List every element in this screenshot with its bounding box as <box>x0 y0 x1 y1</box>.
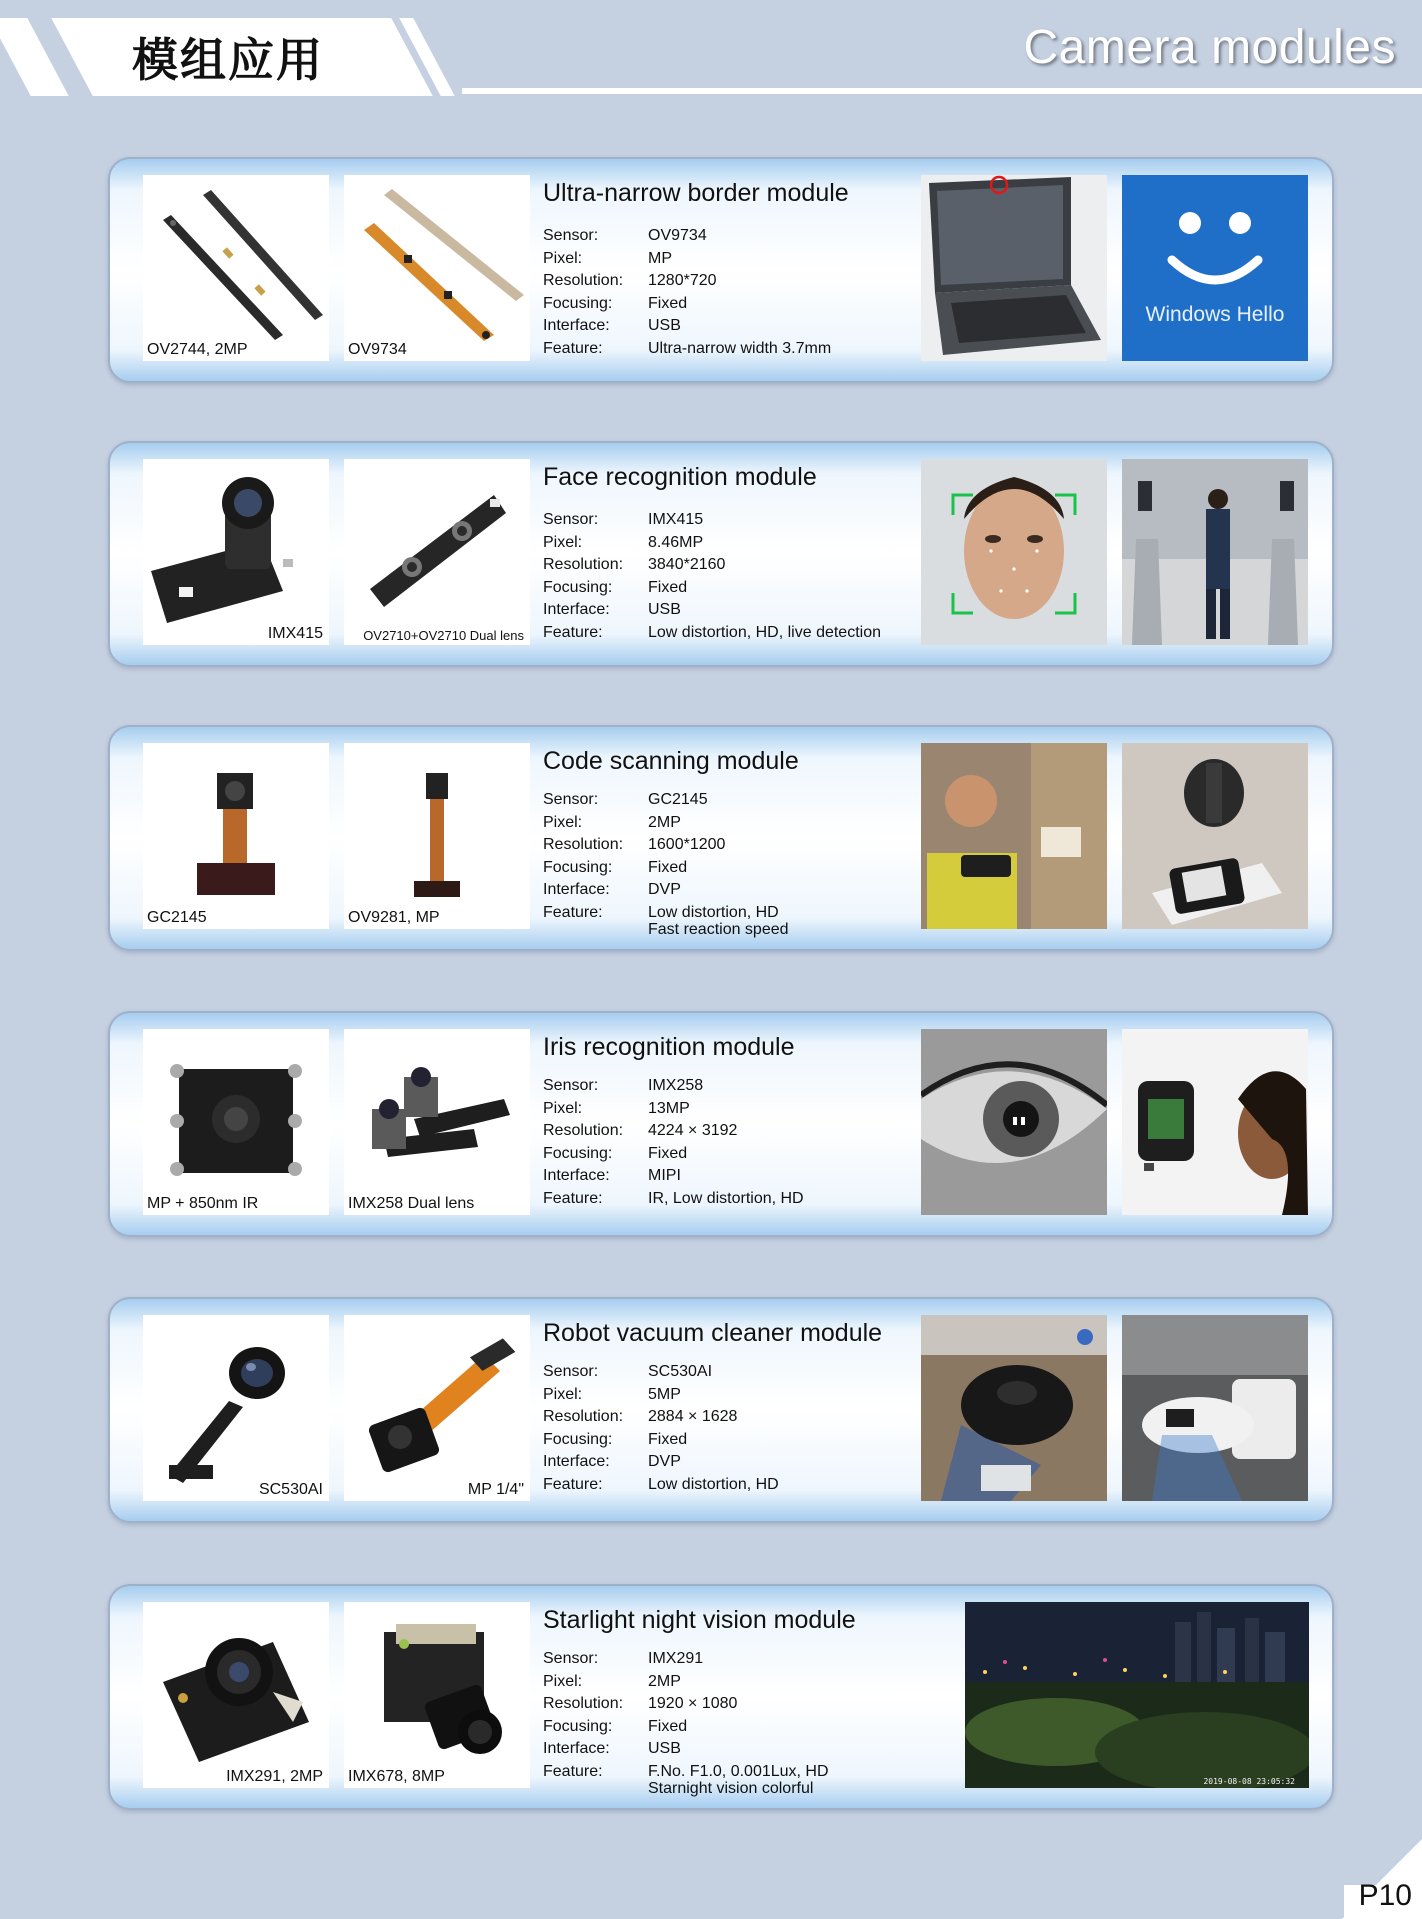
spec-label: Focusing: <box>543 578 613 596</box>
application-photo <box>921 743 1107 929</box>
spec-label: Feature: <box>543 903 603 921</box>
module-card <box>344 1029 530 1215</box>
application-photo <box>1122 175 1308 361</box>
application-photo <box>1122 459 1308 645</box>
spec-label: Resolution: <box>543 1695 624 1712</box>
application-photo <box>921 1029 1107 1215</box>
module-caption: OV9281, MP <box>348 909 440 926</box>
module-caption: IMX291, 2MP <box>226 1768 323 1785</box>
application-photo <box>921 459 1107 645</box>
spec-value: 3840*2160 <box>648 556 726 573</box>
header-rule <box>462 88 1422 94</box>
spec-label: Resolution: <box>543 836 624 853</box>
windows-hello-label: Windows Hello <box>1145 303 1285 326</box>
panel-iris-recognition <box>108 1011 1334 1237</box>
module-image <box>344 1315 530 1501</box>
spec-label: Pixel: <box>543 813 583 831</box>
page-number: P10 <box>1358 1879 1412 1912</box>
spec-value: Fixed <box>648 858 688 876</box>
spec-label: Feature: <box>543 339 603 357</box>
spec-label: Sensor: <box>543 791 599 808</box>
spec-label: Feature: <box>543 1475 603 1493</box>
module-card <box>344 1602 530 1788</box>
windows-hello-image <box>1122 175 1308 361</box>
module-image <box>143 1602 329 1788</box>
module-caption: IMX415 <box>267 625 323 642</box>
spec-value: IMX415 <box>648 511 704 528</box>
spec-value: 4224 × 3192 <box>648 1122 738 1139</box>
laptop-image <box>921 175 1107 361</box>
spec-value: IMX258 <box>648 1077 704 1094</box>
spec-label: Sensor: <box>543 511 599 528</box>
spec-value: Fixed <box>648 294 688 312</box>
spec-label: Interface: <box>543 317 610 334</box>
module-card <box>344 743 530 929</box>
spec-label: Resolution: <box>543 556 624 573</box>
module-card <box>143 1315 329 1501</box>
module-card <box>143 175 329 361</box>
application-photo <box>921 175 1107 361</box>
spec-value: SC530AI <box>648 1363 713 1380</box>
application-photo <box>1122 743 1308 929</box>
module-image <box>344 459 530 645</box>
spec-label: Sensor: <box>543 1363 599 1380</box>
spec-label: Focusing: <box>543 1144 613 1162</box>
module-image <box>143 1029 329 1215</box>
spec-value: 2MP <box>648 1672 681 1690</box>
module-card <box>143 743 329 929</box>
spec-label: Sensor: <box>543 1650 599 1667</box>
module-image <box>344 1602 530 1788</box>
spec-value: DVP <box>648 1453 681 1470</box>
vacuum-station-image <box>1122 1315 1308 1501</box>
module-image <box>143 1315 329 1501</box>
module-caption: MP + 850nm IR <box>147 1195 259 1212</box>
spec-label: Pixel: <box>543 1099 583 1117</box>
panel-title: Code scanning module <box>543 747 799 775</box>
spec-label: Interface: <box>543 881 610 898</box>
spec-value: 2MP <box>648 813 681 831</box>
module-caption: MP 1/4" <box>467 1481 524 1498</box>
spec-label: Interface: <box>543 1453 610 1470</box>
spec-label: Pixel: <box>543 533 583 551</box>
application-photo <box>1122 1315 1308 1501</box>
spec-label: Focusing: <box>543 1430 613 1448</box>
spec-label: Focusing: <box>543 858 613 876</box>
panel-starlight-night-vision <box>108 1584 1334 1810</box>
spec-value: MP <box>648 249 672 267</box>
page-title-en: Camera modules <box>1023 21 1396 74</box>
module-card <box>344 175 530 361</box>
panel-ultra-narrow <box>108 157 1334 383</box>
module-image <box>344 743 530 929</box>
spec-value: IMX291 <box>648 1650 704 1667</box>
spec-value: 8.46MP <box>648 533 704 551</box>
spec-value: Ultra-narrow width 3.7mm <box>648 339 832 357</box>
spec-value: Fast reaction speed <box>648 920 789 938</box>
spec-label: Resolution: <box>543 1122 624 1139</box>
face-scan-image <box>921 459 1107 645</box>
module-card <box>143 459 329 645</box>
application-photo <box>1122 1029 1308 1215</box>
module-caption: GC2145 <box>147 909 207 926</box>
page-title-cn: 模组应用 <box>132 33 324 87</box>
spec-label: Feature: <box>543 1189 603 1207</box>
spec-label: Resolution: <box>543 272 624 289</box>
spec-value: Fixed <box>648 1430 688 1448</box>
spec-value: IR, Low distortion, HD <box>648 1189 804 1207</box>
module-caption: OV2710+OV2710 Dual lens <box>363 628 524 643</box>
panel-title: Robot vacuum cleaner module <box>543 1319 883 1347</box>
turnstile-image <box>1122 459 1308 645</box>
panel-title: Starlight night vision module <box>543 1606 856 1634</box>
spec-label: Pixel: <box>543 249 583 267</box>
module-caption: IMX258 Dual lens <box>348 1195 475 1212</box>
spec-value: Fixed <box>648 1144 688 1162</box>
module-caption: SC530AI <box>258 1481 323 1498</box>
application-photo <box>965 1602 1309 1788</box>
spec-value: Fixed <box>648 578 688 596</box>
module-image <box>143 459 329 645</box>
spec-value: Starnight vision colorful <box>648 1779 814 1797</box>
spec-value: USB <box>648 601 681 618</box>
spec-label: Interface: <box>543 1740 610 1757</box>
spec-label: Interface: <box>543 601 610 618</box>
module-image <box>143 743 329 929</box>
spec-value: 1280*720 <box>648 272 717 289</box>
panel-code-scanning <box>108 725 1334 951</box>
eye-image <box>921 1029 1107 1215</box>
spec-value: Low distortion, HD, live detection <box>648 623 881 641</box>
spec-value: USB <box>648 317 681 334</box>
spec-value: F.No. F1.0, 0.001Lux, HD <box>648 1762 829 1780</box>
module-card <box>344 459 530 645</box>
photo-timestamp: 2019-08-08 23:05:32 <box>1203 1777 1295 1786</box>
module-image <box>344 175 530 361</box>
spec-label: Interface: <box>543 1167 610 1184</box>
panel-title: Ultra-narrow border module <box>543 179 849 207</box>
spec-value: Fixed <box>648 1717 688 1735</box>
spec-value: Low distortion, HD <box>648 903 779 921</box>
spec-value: MIPI <box>648 1167 681 1184</box>
spec-label: Sensor: <box>543 1077 599 1094</box>
spec-value: USB <box>648 1740 681 1757</box>
warehouse-scan-image <box>921 743 1107 929</box>
spec-value: DVP <box>648 881 681 898</box>
panel-title: Face recognition module <box>543 463 817 491</box>
spec-label: Pixel: <box>543 1385 583 1403</box>
spec-value: 13MP <box>648 1099 690 1117</box>
spec-value: 5MP <box>648 1385 681 1403</box>
spec-value: 2884 × 1628 <box>648 1408 738 1425</box>
spec-value: 1600*1200 <box>648 836 726 853</box>
spec-label: Focusing: <box>543 1717 613 1735</box>
module-caption: OV2744, 2MP <box>147 341 248 358</box>
application-photo <box>921 1315 1107 1501</box>
spec-label: Pixel: <box>543 1672 583 1690</box>
module-image <box>344 1029 530 1215</box>
module-caption: IMX678, 8MP <box>348 1768 445 1785</box>
module-caption: OV9734 <box>348 341 407 358</box>
spec-label: Resolution: <box>543 1408 624 1425</box>
spec-value: 1920 × 1080 <box>648 1695 738 1712</box>
spec-label: Sensor: <box>543 227 599 244</box>
qr-scan-image <box>1122 743 1308 929</box>
panel-robot-vacuum <box>108 1297 1334 1523</box>
iris-device-image <box>1122 1029 1308 1215</box>
module-card <box>344 1315 530 1501</box>
module-card <box>143 1029 329 1215</box>
spec-label: Feature: <box>543 623 603 641</box>
spec-value: Low distortion, HD <box>648 1475 779 1493</box>
vacuum-floor-image <box>921 1315 1107 1501</box>
module-card <box>143 1602 329 1788</box>
spec-label: Feature: <box>543 1762 603 1780</box>
module-image <box>143 175 329 361</box>
spec-value: GC2145 <box>648 791 708 808</box>
panel-face-recognition <box>108 441 1334 667</box>
night-vision-image <box>965 1602 1309 1788</box>
spec-value: OV9734 <box>648 227 707 244</box>
panel-title: Iris recognition module <box>543 1033 795 1061</box>
spec-label: Focusing: <box>543 294 613 312</box>
